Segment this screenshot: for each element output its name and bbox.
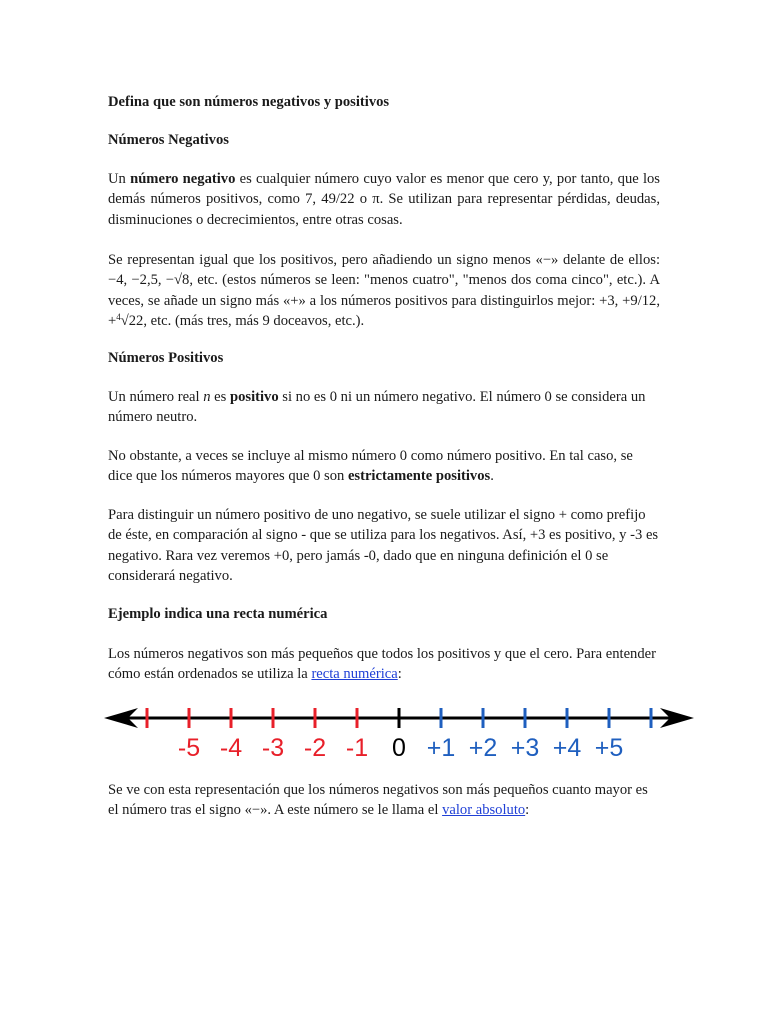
page-title: Defina que son números negativos y positivos: [108, 94, 390, 110]
paragraph-negative-notation: Se representan igual que los positivos, pero añadiendo un signo menos «−» delante de ellos: −4, −2,5, −√8, etc. (estos números se leen: "menos cuatro", "menos dos coma cinco", etc.). A veces, se añade un signo más «+» a los números positivos para distinguirlos mejor: +3, +9/12, +$^4$√22, etc. (más tres, más 9 doceavos, etc.).: [108, 252, 660, 329]
tick-label: -4: [219, 734, 243, 762]
paragraph-negative-definition: Un número negativo es cualquier número cuyo valor es menor que cero y, por tanto, que los demás números positivos, como 7, 49/22 o π. Se utilizan para representar pérdidas, deudas, disminuciones o decrecimientos, entre otras cosas.: [108, 171, 660, 228]
tick-label: -2: [303, 734, 327, 762]
heading-negative-numbers: Números Negativos: [108, 132, 229, 148]
variable-n: n: [203, 389, 211, 405]
tick-label: +2: [468, 734, 498, 762]
tick-label: +5: [594, 734, 624, 762]
tick-label: +4: [552, 734, 582, 762]
term-numero-negativo: número negativo: [130, 171, 236, 187]
heading-positive-numbers: Números Positivos: [108, 350, 224, 366]
tick-label: -1: [345, 734, 369, 762]
tick-label: +3: [510, 734, 540, 762]
tick-label: +1: [426, 734, 456, 762]
paragraph-number-line-intro: Los números negativos son más pequeños que todos los positivos y que el cero. Para entender cómo están ordenados se utiliza la recta numérica:: [108, 646, 656, 683]
root-index-superscript: 4: [116, 311, 121, 322]
number-line-figure: [100, 694, 700, 772]
number-line-svg: [100, 694, 700, 766]
tick-label: -3: [261, 734, 285, 762]
tick-label: -5: [177, 734, 201, 762]
heading-example-number-line: Ejemplo indica una recta numérica: [108, 606, 328, 622]
paragraph-sign-prefix: Para distinguir un número positivo de uno negativo, se suele utilizar el signo + como prefijo de éste, en comparación al signo - que se utiliza para los negativos. Así, +3 es positivo, y -3 es negativo. Rara vez veremos +0, pero jamás -0, dado que en ninguna definición el 0 se considerará negativo.: [108, 507, 659, 584]
link-recta-numerica[interactable]: recta numérica: [311, 666, 398, 683]
paragraph-zero-positive: No obstante, a veces se incluye al mismo número 0 como número positivo. En tal caso, se dice que los números mayores que 0 son estrictamente positivos.: [108, 448, 633, 485]
link-valor-absoluto[interactable]: valor absoluto: [442, 802, 526, 819]
tick-label: 0: [392, 734, 406, 762]
paragraph-positive-definition: Un número real n es positivo si no es 0 ni un número negativo. El número 0 se considera un número neutro.: [108, 389, 646, 426]
paragraph-absolute-value: Se ve con esta representación que los números negativos son más pequeños cuanto mayor es el número tras el signo «−». A este número se le llama el valor absoluto:: [108, 782, 648, 819]
term-estrictamente-positivos: estrictamente positivos: [347, 468, 491, 485]
term-positivo: positivo: [230, 389, 279, 405]
